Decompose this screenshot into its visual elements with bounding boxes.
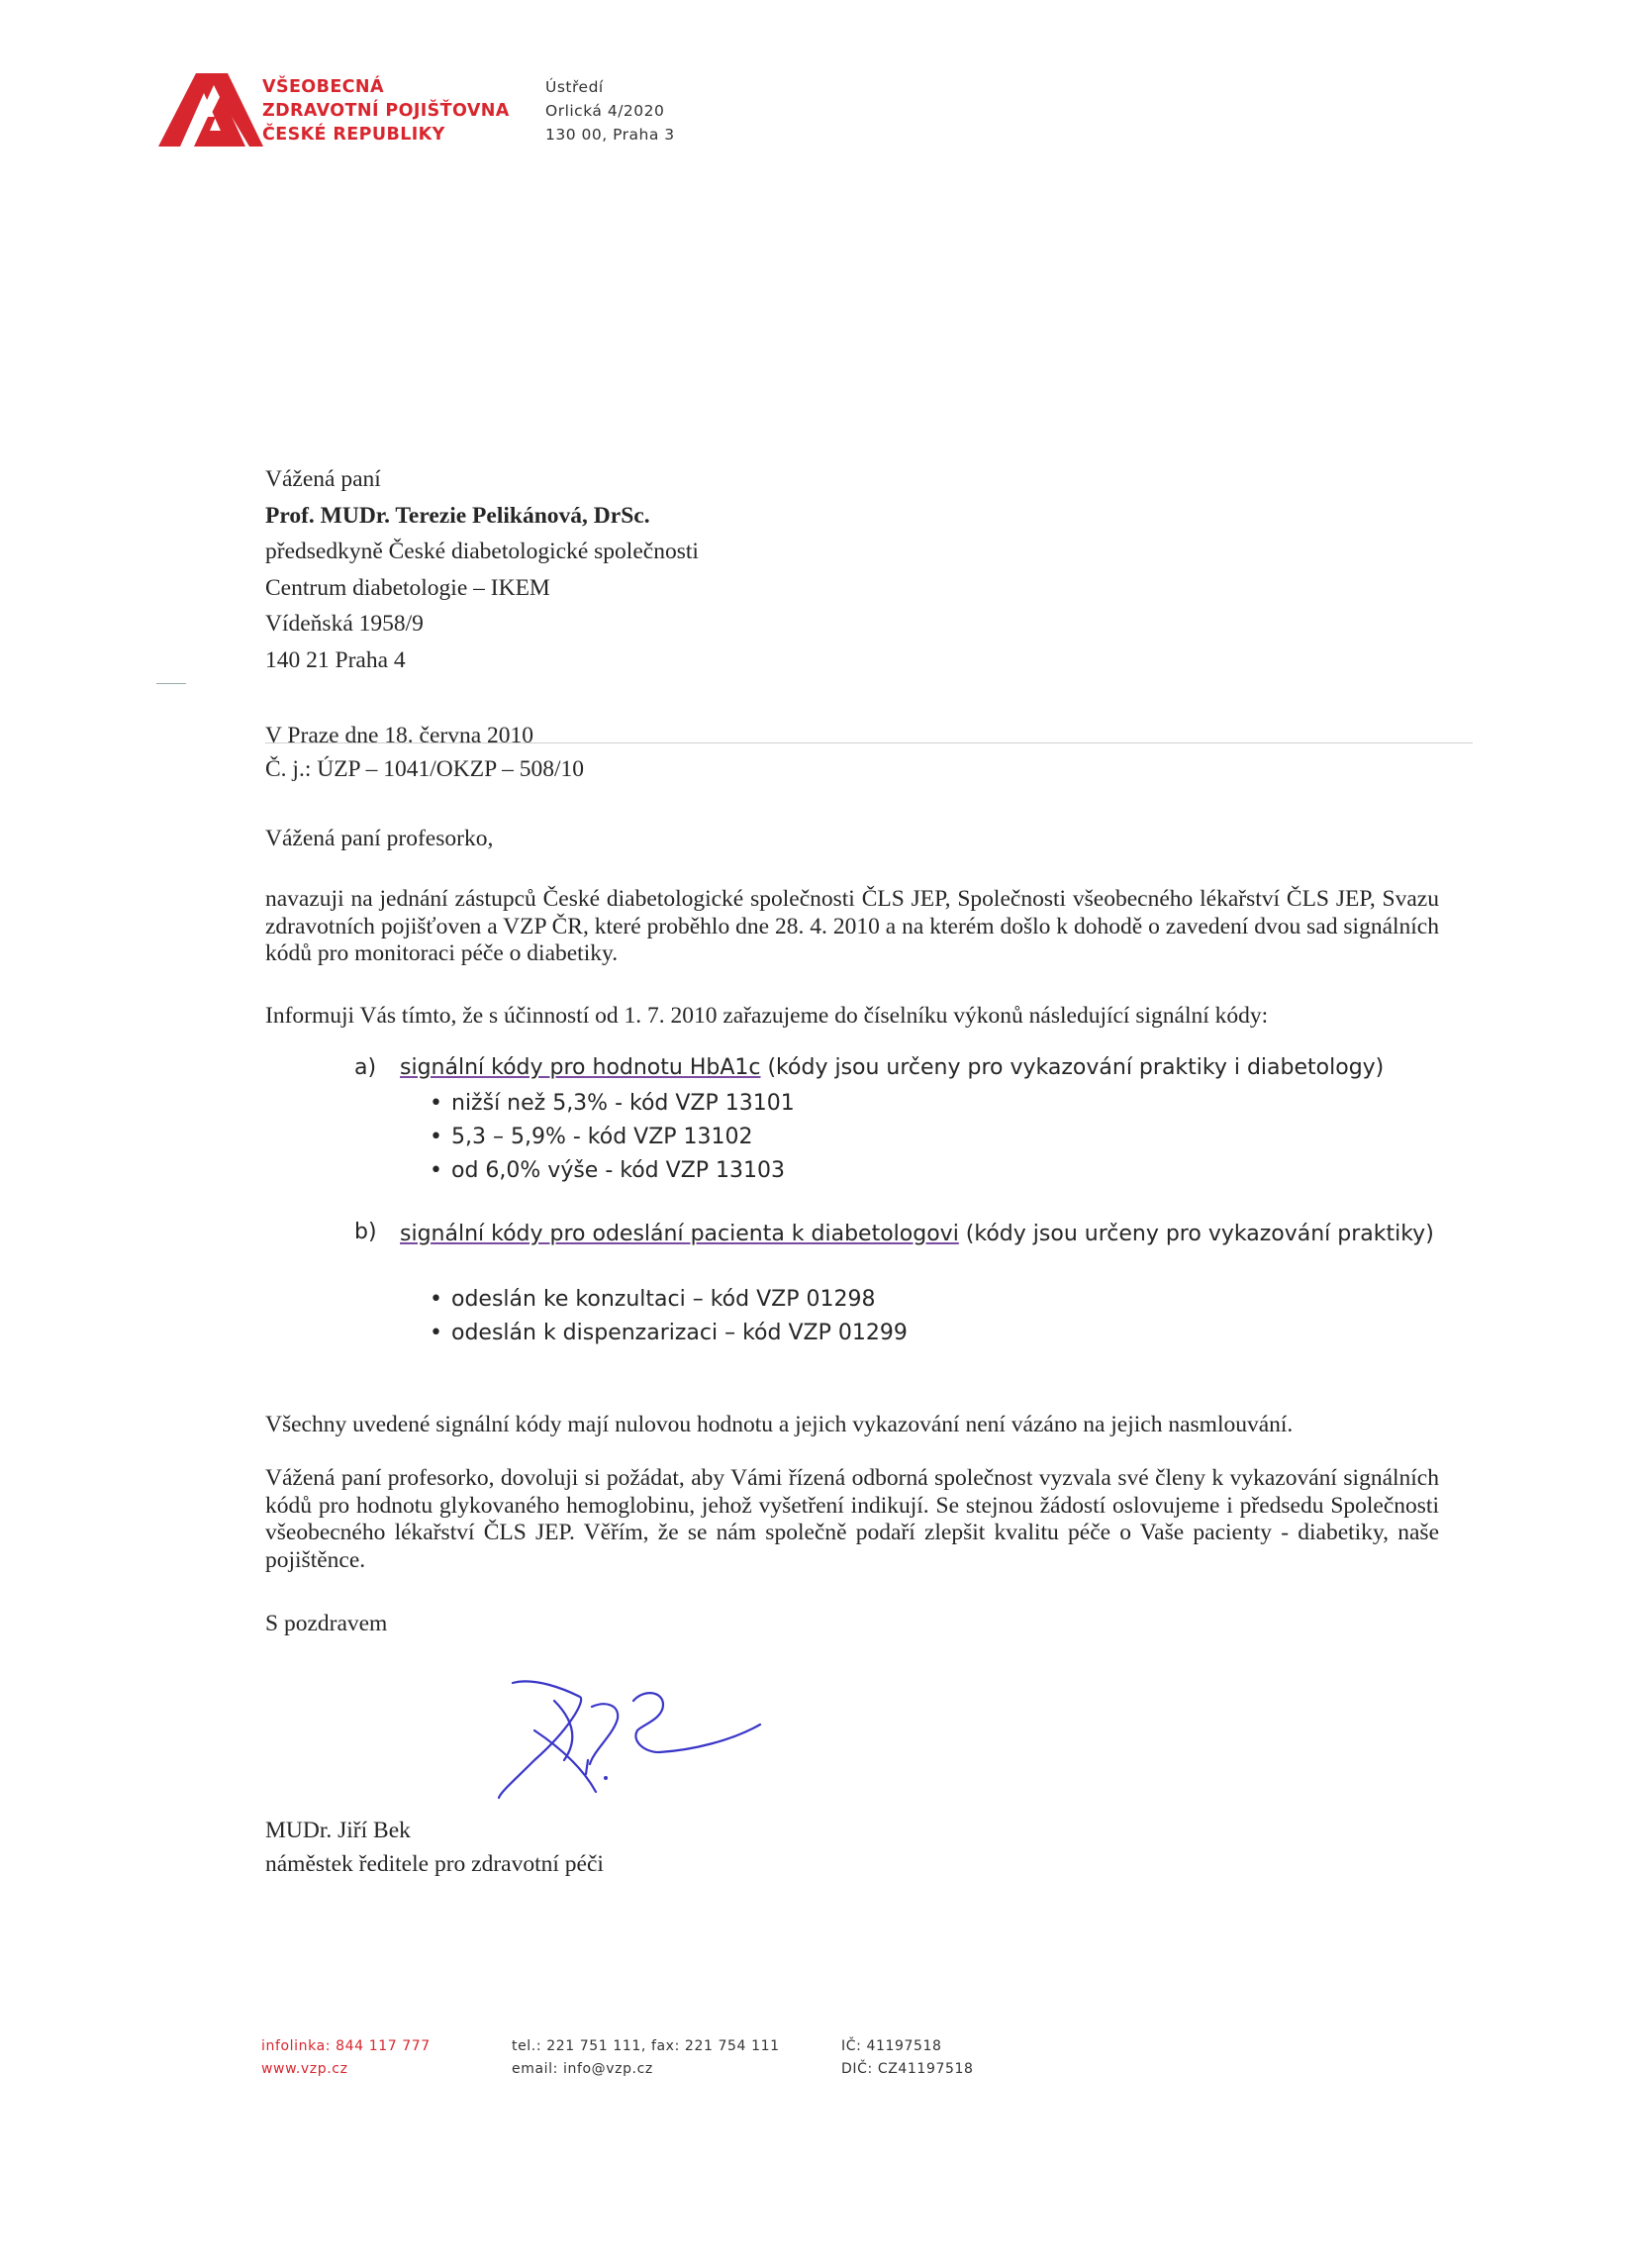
list-b-heading — [400, 1220, 1439, 1248]
salutation: Vážená paní profesorko, — [265, 826, 494, 851]
footer-ids — [841, 2035, 973, 2081]
footer-dic: DIČ: CZ41197518 — [841, 2061, 974, 2077]
list-b-title: signální kódy pro odeslání pacienta k diabetologovi — [400, 1222, 959, 1246]
recipient-line-2: Centrum diabetologie – IKEM — [265, 574, 550, 601]
letter-date: V Praze dne 18. června 2010 — [265, 723, 534, 748]
list-a-marker: a) — [354, 1055, 377, 1080]
paragraph-1: navazuji na jednání zástupců České diabetologické společnosti ČLS JEP, Společnosti všeobecného lékařství ČLS JEP, Svazu zdravotních pojišťoven a VZP ČR, které proběhlo dne 28. 4. 2010 a na kterém došlo k dohodě o zavedení dvou sad signálních kódů pro monitoraci péče o diabetiky. — [265, 886, 1439, 966]
footer-email: email: info@vzp.cz — [512, 2061, 653, 2077]
recipient-address — [265, 461, 699, 679]
recipient-name: Prof. MUDr. Terezie Pelikánová, DrSc. — [265, 502, 650, 529]
date-reference — [265, 719, 584, 786]
list-a-note: (kódy jsou určeny pro vykazování praktiky i diabetology) — [760, 1055, 1385, 1080]
fold-mark — [156, 683, 186, 684]
reference-number: Č. j.: ÚZP – 1041/OKZP – 508/10 — [265, 756, 585, 782]
recipient-line-4: 140 21 Praha 4 — [265, 646, 406, 673]
list-a-title: signální kódy pro hodnotu HbA1c — [400, 1055, 761, 1080]
headquarters-address — [545, 75, 675, 147]
list-b-note: (kódy jsou určeny pro vykazování praktiky) — [958, 1222, 1434, 1246]
list-item: • od 6,0% výše - kód VZP 13103 — [428, 1154, 795, 1188]
list-item: • odeslán k dispenzarizaci – kód VZP 01299 — [428, 1317, 908, 1350]
footer-tel: tel.: 221 751 111, fax: 221 754 111 — [512, 2038, 780, 2054]
signatory-name: MUDr. Jiří Bek — [265, 1818, 411, 1843]
signatory — [265, 1814, 604, 1881]
paragraph-4: Vážená paní profesorko, dovoluji si požádat, aby Vámi řízená odborná společnost vyzvala své členy k vykazování signálních kódů pro hodnotu glykovaného hemoglobinu, jehož vyšetření indikují. Se stejnou žádostí oslovujeme i předsedu Společnosti všeobecného lékařství ČLS JEP. Věřím, že se nám společně podaří zlepšit kvalitu péče o Vaše pacienty - diabetiky, naše pojištěnce. — [265, 1465, 1439, 1573]
hq-line-2: Orlická 4/2020 — [545, 102, 665, 120]
vzp-logo — [158, 73, 263, 147]
recipient-line-3: Vídeňská 1958/9 — [265, 611, 424, 638]
paragraph-3: Všechny uvedené signální kódy mají nulovou hodnotu a jejich vykazování není vázáno na jejich nasmlouvání. — [265, 1412, 1294, 1437]
list-a-items — [428, 1087, 795, 1188]
footer-ic: IČ: 41197518 — [841, 2038, 942, 2054]
list-b-marker: b) — [354, 1220, 377, 1244]
list-item: • odeslán ke konzultaci – kód VZP 01298 — [428, 1283, 908, 1317]
recipient-line-1: předsedkyně České diabetologické společnosti — [265, 539, 699, 565]
signature — [495, 1671, 762, 1810]
list-item: • nižší než 5,3% - kód VZP 13101 — [428, 1087, 795, 1121]
hq-line-3: 130 00, Praha 3 — [545, 126, 675, 144]
organization-name — [262, 75, 510, 147]
signatory-title: náměstek ředitele pro zdravotní péči — [265, 1851, 604, 1877]
footer-web: www.vzp.cz — [261, 2061, 348, 2077]
closing: S pozdravem — [265, 1611, 388, 1636]
org-line-3: ČESKÉ REPUBLIKY — [262, 125, 445, 145]
list-a-heading — [400, 1055, 1384, 1080]
list-item: • 5,3 – 5,9% - kód VZP 13102 — [428, 1121, 795, 1154]
footer-infolinka: infolinka: 844 117 777 — [261, 2038, 431, 2054]
footer-contacts — [261, 2035, 431, 2081]
org-line-1: VŠEOBECNÁ — [262, 77, 384, 97]
recipient-greeting: Vážená paní — [265, 466, 381, 492]
hq-line-1: Ústředí — [545, 78, 604, 96]
footer-phone-email — [512, 2035, 780, 2081]
paragraph-2: Informuji Vás tímto, že s účinností od 1. 7. 2010 zařazujeme do číselníku výkonů následující signální kódy: — [265, 1003, 1269, 1029]
list-b-items — [428, 1283, 908, 1350]
org-line-2: ZDRAVOTNÍ POJIŠŤOVNA — [262, 101, 510, 121]
